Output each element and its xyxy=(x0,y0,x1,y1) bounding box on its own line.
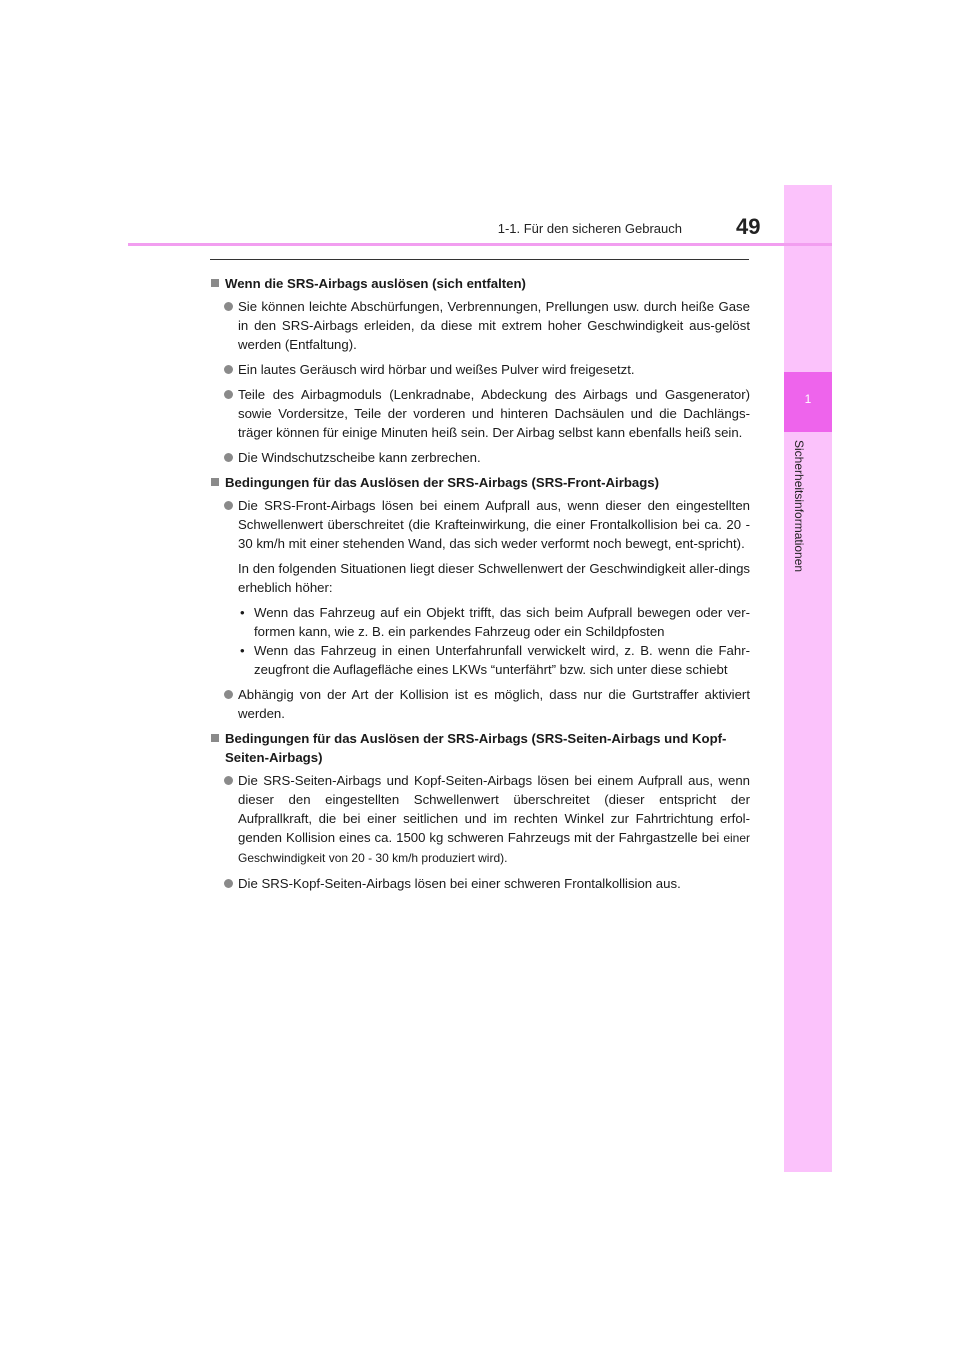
bullet-item: Die SRS-Kopf-Seiten-Airbags lösen bei einer schweren Frontalkollision aus. xyxy=(210,874,750,893)
sub-bullet-icon: • xyxy=(240,643,245,658)
bullet-item: Ein lautes Geräusch wird hörbar und weißes Pulver wird freigesetzt. xyxy=(210,360,750,379)
page-number: 49 xyxy=(736,214,761,239)
sub-item: • Wenn das Fahrzeug auf ein Objekt trifft, das sich beim Aufprall bewegen oder ver-formen kann, wie z. B. ein parkendes Fahrzeug oder ein Schildpfosten xyxy=(240,605,750,639)
section-side-airbag-conditions xyxy=(210,729,750,893)
square-bullet-icon xyxy=(211,734,219,742)
circle-bullet-icon xyxy=(224,776,233,785)
square-bullet-icon xyxy=(211,279,219,287)
circle-bullet-icon xyxy=(224,453,233,462)
bullet-item: Die SRS-Seiten-Airbags und Kopf-Seiten-Airbags lösen bei einem Aufprall aus, wenn dieser den eingestellten Schwellenwert überschreitet (dieser entspricht der Aufprallkraft, die bei einer seitlichen und im rechten Winkel zur Fahrtrichtung erfol-genden Kollision eines ca. 1500 kg schweren Fahrzeugs mit der Fahrgastzelle bei einer Geschwindigkeit von 20 - 30 km/h produziert wird). xyxy=(210,771,750,868)
section-title: Wenn die SRS-Airbags auslösen (sich entfalten) xyxy=(210,274,750,293)
bullet-item: Die Windschutzscheibe kann zerbrechen. xyxy=(210,448,750,467)
sub-bullet-icon: • xyxy=(240,605,245,620)
bullet-item: Abhängig von der Art der Kollision ist es möglich, dass nur die Gurtstraffer aktiviert werden. xyxy=(210,685,750,723)
circle-bullet-icon xyxy=(224,501,233,510)
bullet-item: Teile des Airbagmoduls (Lenkradnabe, Abdeckung des Airbags und Gasgenerator) sowie Vordersitze, Teile der vorderen und hinteren Dachsäulen und die Dachlängs-träger können für einige Minuten heiß sein. Der Airbag selbst kann ebenfalls heiß sein. xyxy=(210,385,750,442)
circle-bullet-icon xyxy=(224,365,233,374)
section-airbag-deployment xyxy=(210,274,750,467)
sub-list xyxy=(210,603,750,679)
bullet-item: Die SRS-Front-Airbags lösen bei einem Aufprall aus, wenn dieser den eingestellten Schwellenwert überschreitet (die Krafteinwirkung, die einer Frontalkollision bei ca. 20 - 30 km/h mit einer stehenden Wand, das sich weder verformt noch bewegt, ent-spricht). xyxy=(210,496,750,553)
side-tab xyxy=(784,185,832,1172)
content-top-rule xyxy=(210,259,749,260)
chapter-title: Sicherheitsinformationen xyxy=(792,440,806,573)
circle-bullet-icon xyxy=(224,879,233,888)
bullet-item: Sie können leichte Abschürfungen, Verbrennungen, Prellungen usw. durch heiße Gase in den SRS-Airbags erleiden, da diese mit extrem hoher Geschwindigkeit aus-gelöst werden (Entfaltung). xyxy=(210,297,750,354)
section-title: Bedingungen für das Auslösen der SRS-Airbags (SRS-Seiten-Airbags und Kopf-Seiten-Airbags) xyxy=(210,729,750,767)
sub-item: • Wenn das Fahrzeug in einen Unterfahrunfall verwickelt wird, z. B. wenn die Fahr-zeugfront die Auflagefläche eines LKWs “unterfährt” bzw. sich unter diese schiebt xyxy=(240,643,750,677)
circle-bullet-icon xyxy=(224,690,233,699)
circle-bullet-icon xyxy=(224,390,233,399)
header-section-title: 1-1. Für den sicheren Gebrauch xyxy=(497,221,682,236)
header-line xyxy=(128,243,832,246)
paragraph: In den folgenden Situationen liegt dieser Schwellenwert der Geschwindigkeit aller-dings erheblich höher: xyxy=(238,561,750,595)
section-title: Bedingungen für das Auslösen der SRS-Airbags (SRS-Front-Airbags) xyxy=(210,473,750,492)
circle-bullet-icon xyxy=(224,302,233,311)
section-front-airbag-conditions xyxy=(210,473,750,723)
chapter-number: 1 xyxy=(804,392,812,406)
page-content xyxy=(210,268,750,899)
square-bullet-icon xyxy=(211,478,219,486)
